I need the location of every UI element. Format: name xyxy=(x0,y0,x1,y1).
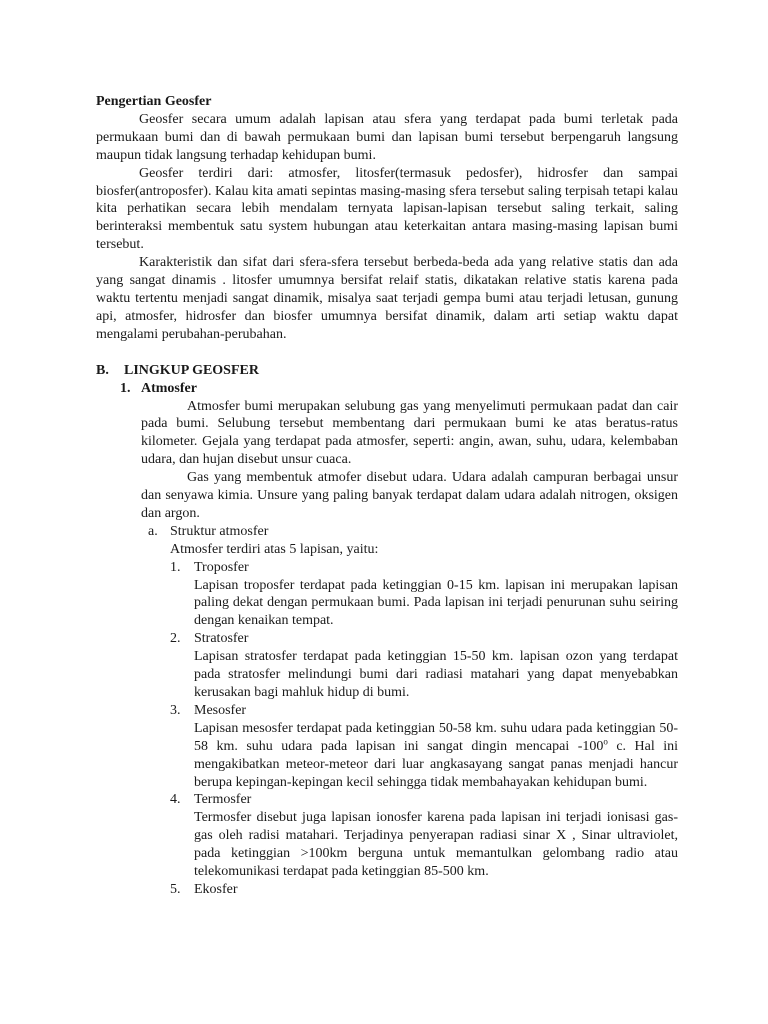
intro-paragraph-2: Geosfer terdiri dari: atmosfer, litosfer(termasuk pedosfer), hidrosfer dan sampai biosfer(antroposfer). Kalau kita amati sepintas masing-masing sfera tersebut saling terpisah tetapi kalau kita perhatikan secara lebih mendalam ternyata lapisan-lapisan tersebut saling terkait, saling berinteraksi membentuk satu system hubungan atau keterkaitan antara masing-masing lapisan bumi tersebut. xyxy=(96,165,678,253)
layer-desc-stratosfer: Lapisan stratosfer terdapat pada ketinggian 15-50 km. lapisan ozon yang terdapat pada stratosfer melindungi bumi dari radiasi matahari yang dapat menyebabkan kerusakan bagi mahluk hidup di bumi. xyxy=(194,649,678,700)
mesosfer-text-before: Lapisan mesosfer terdapat pada ketinggian 50-58 km. suhu udara pada ketinggian 50-58 km. suhu udara pada lapisan ini sangat dingin mencapai -100 xyxy=(194,720,678,754)
page-title: Pengertian Geosfer xyxy=(96,94,212,109)
layer-desc-termosfer: Termosfer disebut juga lapisan ionosfer karena pada lapisan ini terjadi ionisasi gas-gas oleh radisi matahari. Terjadinya penyerapan radiasi sinar X , Sinar ultraviolet, pada ketinggian >100km berguna untuk memantulkan gelombang radio atau telekomunikasi terdapat pada ketinggian 85-500 km. xyxy=(194,810,678,880)
layer-number: 3. xyxy=(170,702,181,718)
degree-superscript: o xyxy=(603,736,608,747)
intro-paragraph-1: Geosfer secara umum adalah lapisan atau sfera yang terdapat pada bumi terletak pada permukaan bumi dan di bawah permukaan bumi dan lapisan bumi tersebut berpengaruh langsung maupun tidak langsung terhadap kehidupan bumi. xyxy=(96,111,678,163)
layer-name: Mesosfer xyxy=(194,702,247,718)
mesosfer-text-after: c. Hal ini mengakibatkan meteor-meteor dari luar angkasayang sangat panas menjadi hancur berupa kepingan-kepingan kecil sehingga tidak membahayakan kehidupan bumi. xyxy=(194,738,678,790)
layer-number: 5. xyxy=(170,881,181,897)
subsection-title: Atmosfer xyxy=(141,380,197,396)
layer-number: 2. xyxy=(170,631,181,647)
layer-name: Stratosfer xyxy=(194,631,249,647)
section-number: B. xyxy=(96,362,109,378)
struktur-title: Struktur atmosfer xyxy=(170,523,269,539)
atmosfer-paragraph-2: Gas yang membentuk atmofer disebut udara. Udara adalah campuran berbagai unsur dan senyawa kimia. Unsure yang paling banyak terdapat dalam udara adalah nitrogen, oksigen dan argon. xyxy=(141,470,678,521)
layer-heading-2 xyxy=(170,630,678,648)
layer-heading-5 xyxy=(170,881,678,899)
layer-name: Troposfer xyxy=(194,559,249,575)
section-heading xyxy=(96,362,678,380)
intro-paragraph-3: Karakteristik dan sifat dari sfera-sfera tersebut berbeda-beda ada yang relative statis dan ada yang sangat dinamis . litosfer umumnya bersifat relaif statis, dikatakan relative statis karena pada waktu tertentu menjadi sangat dinamik, misalya saat terjadi gempa bumi atau terjadi letusan, gunung api, atmosfer, hidrosfer dan biosfer umumnya bersifat dinamik, dalam arti setiap waktu dapat mengalami perubahan-perubahan. xyxy=(96,255,678,342)
layer-heading-3 xyxy=(170,702,678,720)
layer-desc-mesosfer xyxy=(194,720,678,792)
layer-name: Ekosfer xyxy=(194,881,238,897)
struktur-intro: Atmosfer terdiri atas 5 lapisan, yaitu: xyxy=(170,541,379,557)
layer-number: 4. xyxy=(170,792,181,808)
layer-number: 1. xyxy=(170,559,181,575)
document-body xyxy=(96,93,678,899)
atmosfer-paragraph-1: Atmosfer bumi merupakan selubung gas yang menyelimuti permukaan padat dan cair pada bumi. Selubung tersebut membentang dari permukaan bumi ke atas beratus-ratus kilometer. Gejala yang terdapat pada atmosfer, seperti: angin, awan, suhu, udara, kelembaban udara, dan hujan disebut unsur cuaca. xyxy=(141,398,678,468)
spacer xyxy=(96,344,678,362)
atmosfer-body xyxy=(141,398,678,523)
struktur-heading xyxy=(148,523,678,541)
layer-heading-1 xyxy=(170,559,678,577)
list-marker: a. xyxy=(148,523,158,539)
layer-heading-4 xyxy=(170,791,678,809)
subsection-number: 1. xyxy=(120,380,131,396)
section-title: LINGKUP GEOSFER xyxy=(124,362,259,378)
layer-desc-troposfer: Lapisan troposfer terdapat pada ketinggian 0-15 km. lapisan ini merupakan lapisan paling dekat dengan permukaan bumi. Pada lapisan ini terjadi penurunan suhu seiring dengan kenaikan tempat. xyxy=(194,577,678,629)
subsection-heading xyxy=(120,380,678,398)
layer-name: Termosfer xyxy=(194,792,252,808)
